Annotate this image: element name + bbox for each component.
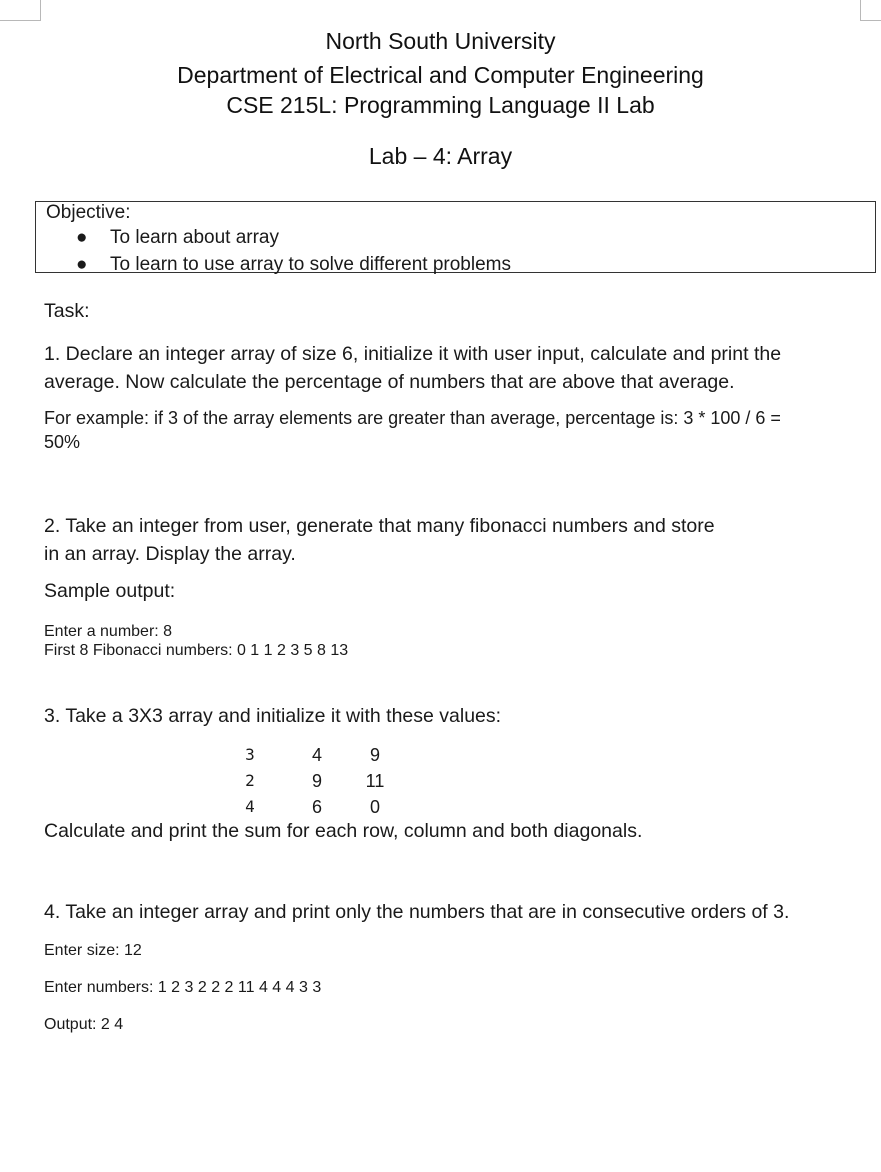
task4-text-line1: 4. Take an integer array and print only the numbers that are in consecutive orders of 3. (44, 901, 790, 923)
matrix-cell: 4 (311, 745, 322, 765)
task1-text-line1: 1. Declare an integer array of size 6, initialize it with user input, calculate and print the (44, 343, 782, 365)
page-corner-mark-right (860, 0, 881, 21)
objective-item: ● To learn about array (76, 227, 279, 248)
lab-title: Lab – 4: Array (368, 143, 513, 169)
matrix-cell: 3 (245, 745, 255, 764)
bullet-icon: ● (76, 227, 88, 248)
matrix-cell: 6 (311, 797, 322, 817)
task1-example-line1: For example: if 3 of the array elements are greater than average, percentage is: 3 * 100 / 6 = (44, 408, 781, 428)
task1-text-line2: average. Now calculate the percentage of numbers that are above that average. (44, 371, 735, 393)
task4-enter-numbers: Enter numbers: 1 2 3 2 2 2 11 4 4 4 3 3 (44, 979, 322, 996)
objective-title: Objective: (46, 202, 131, 223)
bullet-icon: ● (76, 254, 88, 275)
department-name: Department of Electrical and Computer Engineering (177, 62, 704, 88)
matrix-cell: 11 (365, 771, 385, 791)
task4-output: Output: 2 4 (44, 1016, 124, 1033)
matrix-cell: 4 (245, 797, 255, 816)
matrix-cell: 2 (245, 771, 255, 790)
task-heading: Task: (44, 300, 90, 322)
university-name: North South University (325, 28, 556, 54)
course-title: CSE 215L: Programming Language II Lab (226, 92, 655, 118)
matrix-cell: 9 (311, 771, 322, 791)
task3-text-line2: Calculate and print the sum for each row, column and both diagonals. (44, 820, 643, 842)
task2-text-line1: 2. Take an integer from user, generate that many fibonacci numbers and store (44, 515, 715, 537)
sample-output-line1: Enter a number: 8 (44, 623, 173, 640)
sample-output-line2: First 8 Fibonacci numbers: 0 1 1 2 3 5 8 13 (44, 642, 349, 659)
task4-enter-size: Enter size: 12 (44, 942, 142, 959)
task3-text-line1: 3. Take a 3X3 array and initialize it with these values: (44, 705, 502, 727)
objective-box (35, 201, 876, 273)
objective-item: ● To learn to use array to solve different problems (76, 254, 511, 275)
task2-text-line2: in an array. Display the array. (44, 543, 296, 565)
task1-example-line2: 50% (44, 432, 81, 452)
page-corner-mark-left (0, 0, 41, 21)
matrix-cell: 0 (369, 797, 380, 817)
matrix-cell: 9 (369, 745, 380, 765)
sample-output-label: Sample output: (44, 580, 176, 602)
